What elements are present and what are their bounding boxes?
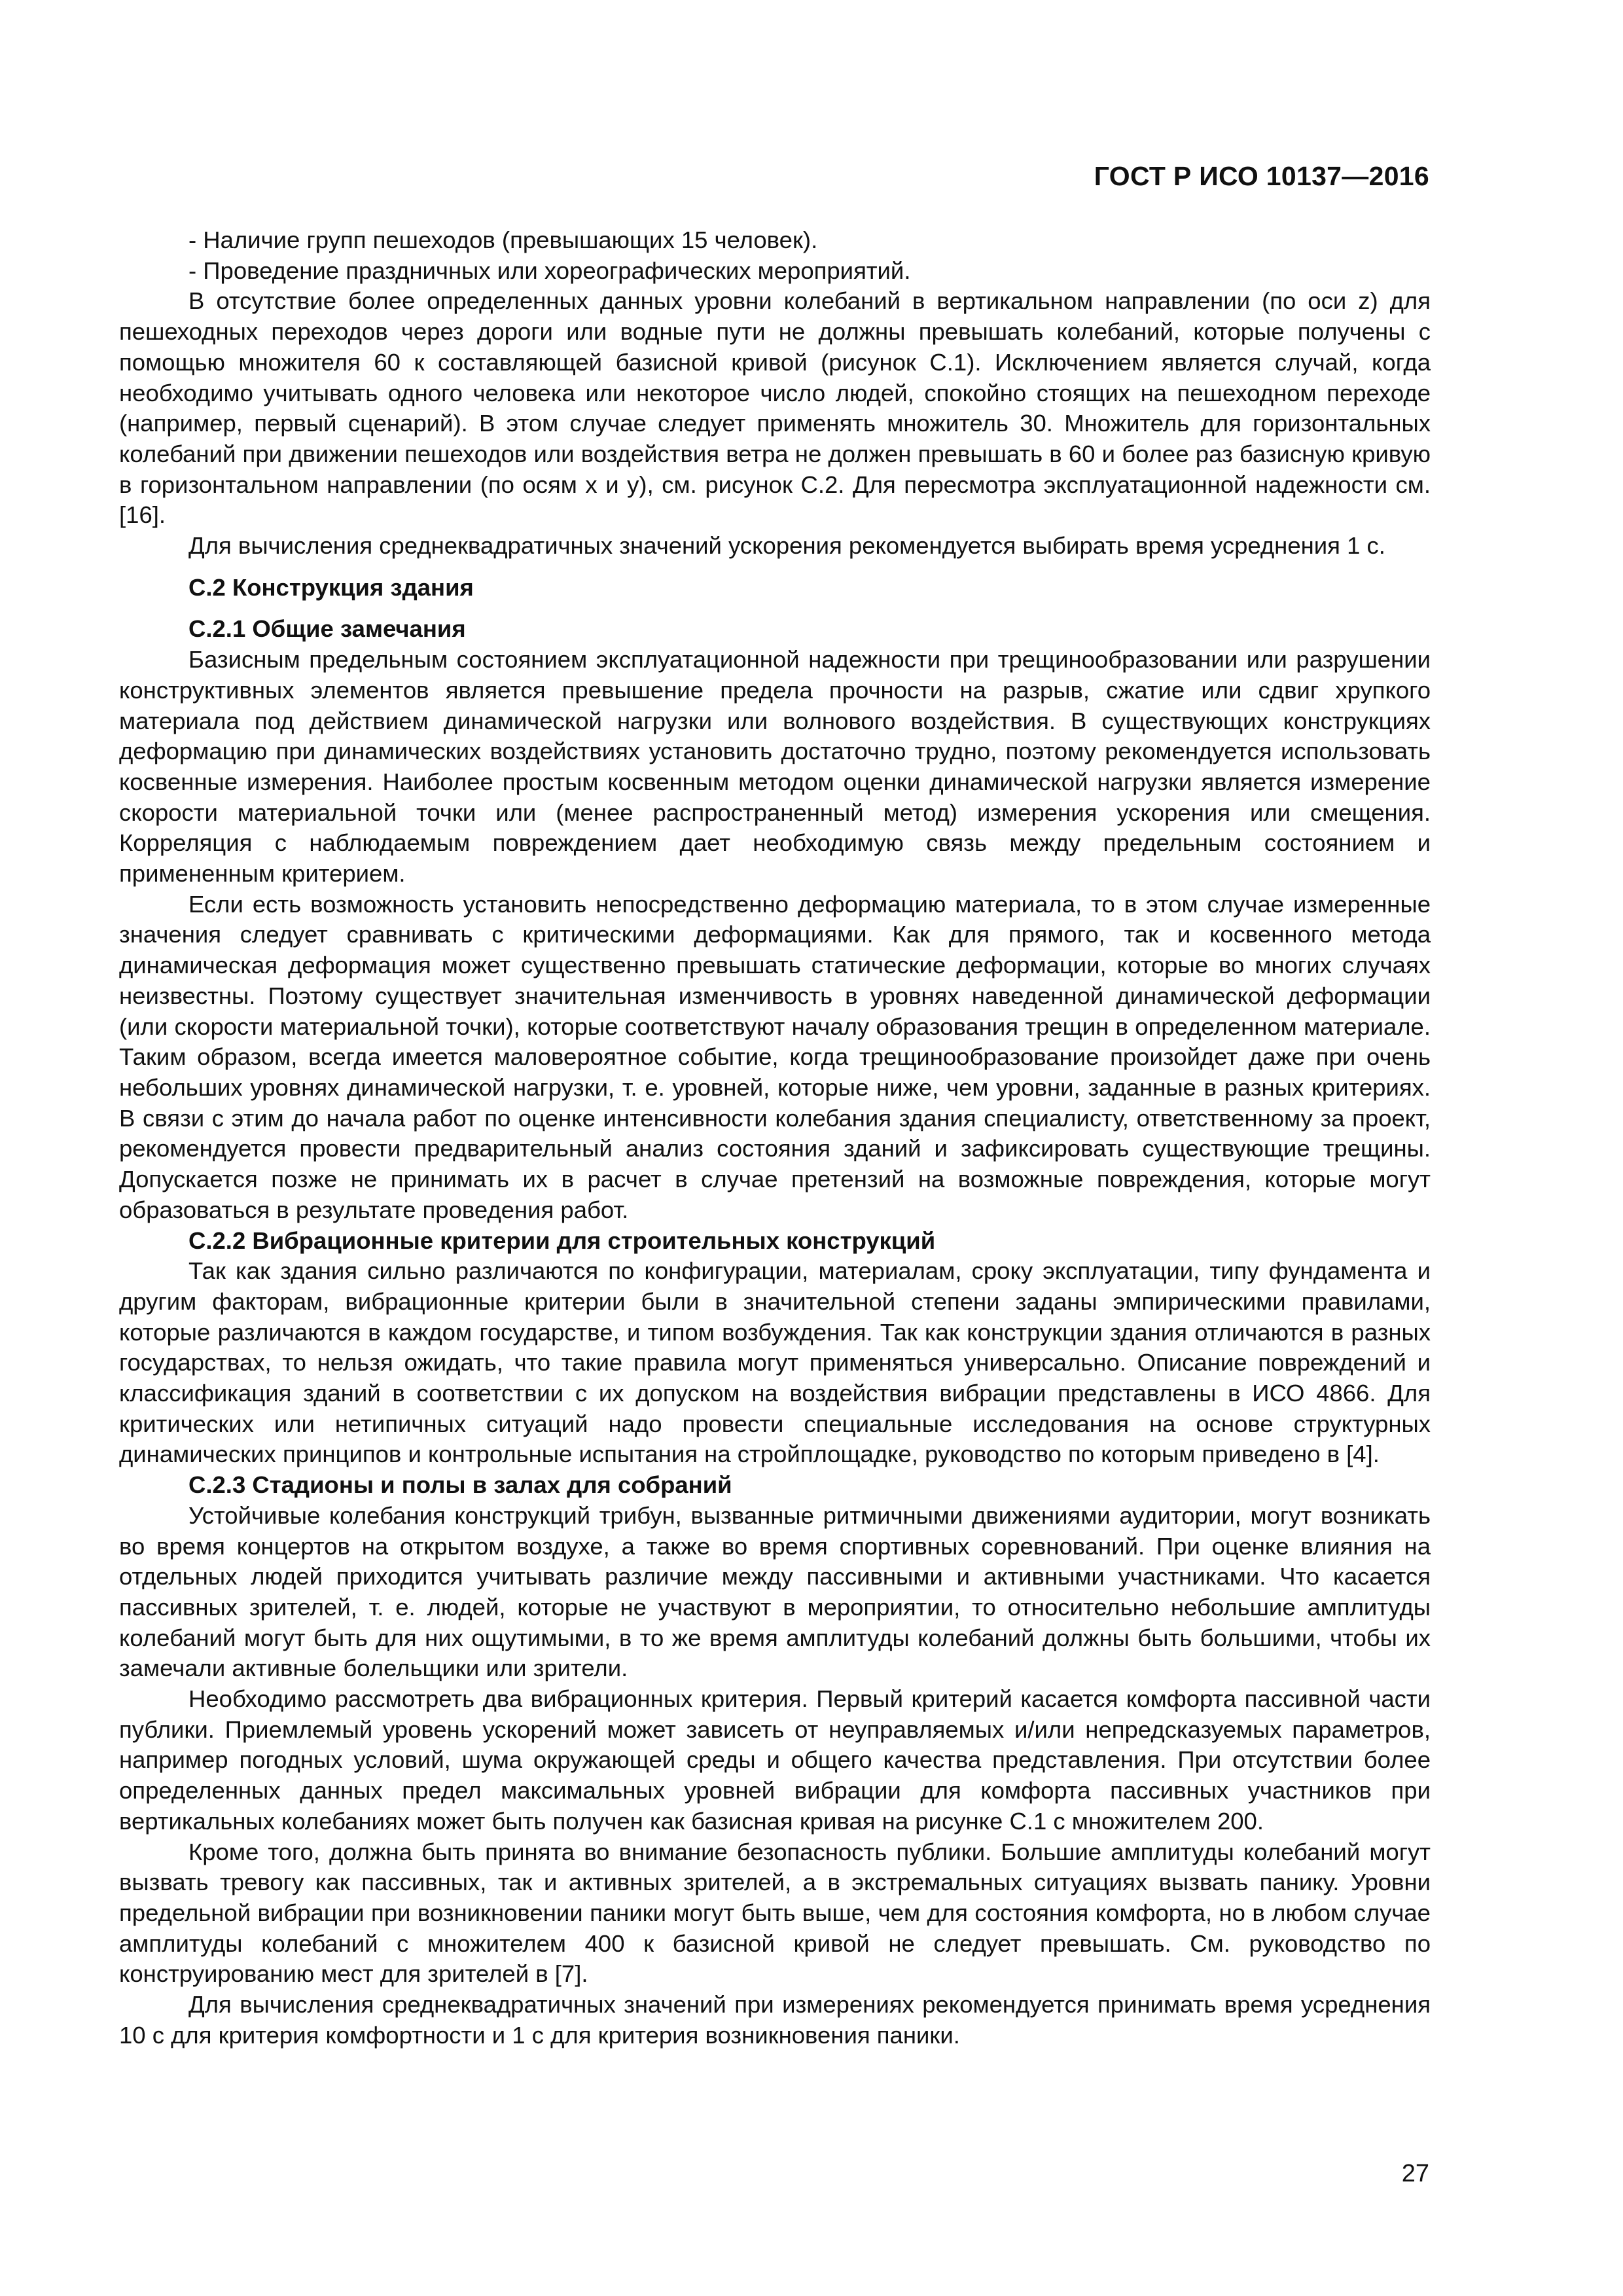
paragraph: В отсутствие более определенных данных уровни колебаний в вертикальном направлении (по оси z) для пешеходных переходов через дороги или водные пути не должны превышать колебаний, которые получены с помощью множителя 60 к составляющей базисной кривой (рисунок С.1). Исключением является случай, когда необходимо учитывать одного человека или некоторое число людей, спокойно стоящих на пешеходном переходе (например, первый сценарий). В этом случае следует применять множитель 30. Множитель для горизонтальных колебаний при движении пешеходов или воздействия ветра не должен превышать в 60 и более раз базисную кривую в горизонтальном направлении (по осям x и y), см. рисунок С.2. Для пересмотра эксплуатационной надежности см. [16]. — [119, 287, 1431, 529]
paragraph: Кроме того, должна быть принята во внимание безопасность публики. Большие амплитуды колебаний могут вызвать тревогу как пассивных, так и активных зрителей, а в экстремальных ситуациях вызвать панику. Уровни предельной вибрации при возникновении паники могут быть выше, чем для состояния комфорта, но в любом случае амплитуды колебаний с множителем 400 к базисной кривой не следует превышать. См. руководство по конструированию мест для зрителей в [7]. — [119, 1838, 1431, 1988]
paragraph: Базисным предельным состоянием эксплуатационной надежности при трещинообразовании или разрушении конструктивных элементов является превышение предела прочности на разрыв, сжатие или сдвиг хрупкого материала под действием динамической нагрузки или волнового воздействия. В существующих конструкциях деформацию при динамических воздействиях установить достаточно трудно, поэтому рекомендуется использовать косвенные измерения. Наиболее простым косвенным методом оценки динамической нагрузки является измерение скорости материальной точки или (менее распространенный метод) измерения ускорения или смещения. Корреляция с наблюдаемым повреждением дает необходимую связь между предельным состоянием и примененным критерием. — [119, 646, 1431, 888]
section-heading: С.2 Конструкция здания — [188, 573, 474, 601]
page-number: 27 — [1401, 2160, 1429, 2187]
subsection-heading: С.2.2 Вибрационные критерии для строительных конструкций — [188, 1227, 936, 1254]
paragraph: Для вычисления среднеквадратичных значений ускорения рекомендуется выбирать время усреднения 1 с. — [188, 532, 1385, 560]
standard-designation: ГОСТ Р ИСО 10137—2016 — [1094, 161, 1429, 191]
list-item: - Наличие групп пешеходов (превышающих 15 человек). — [188, 226, 818, 253]
paragraph: Для вычисления среднеквадратичных значений при измерениях рекомендуется принимать время усреднения 10 с для критерия комфортности и 1 с для критерия возникновения паники. — [119, 1991, 1431, 2049]
paragraph: Если есть возможность установить непосредственно деформацию материала, то в этом случае измеренные значения следует сравнивать с критическими деформациями. Как для прямого, так и косвенного метода динамическая деформация может существенно превышать статические деформации, которые во многих случаях неизвестны. Поэтому существует значительная изменчивость в уровнях наведенной динамической деформации (или скорости материальной точки), которые соответствуют началу образования трещин в определенном материале. Таким образом, всегда имеется маловероятное событие, когда трещинообразование произойдет даже при очень небольших уровнях динамической нагрузки, т. е. уровней, которые ниже, чем уровни, заданные в разных критериях. В связи с этим до начала работ по оценке интенсивности колебания здания специалисту, ответственному за проект, рекомендуется провести предварительный анализ состояния зданий и зафиксировать существующие трещины. Допускается позже не принимать их в расчет в случае претензий на возможные повреждения, которые могут образоваться в результате проведения работ. — [119, 890, 1431, 1223]
paragraph: Необходимо рассмотреть два вибрационных критерия. Первый критерий касается комфорта пассивной части публики. Приемлемый уровень ускорений может зависеть от неуправляемых и/или непредсказуемых параметров, например погодных условий, шума окружающей среды и общего качества представления. При отсутствии более определенных данных предел максимальных уровней вибрации для комфорта пассивных участников при вертикальных колебаниях может быть получен как базисная кривая на рисунке С.1 с множителем 200. — [119, 1685, 1431, 1835]
subsection-heading: С.2.1 Общие замечания — [188, 615, 466, 643]
page-content — [119, 225, 1431, 2051]
subsection-heading: С.2.3 Стадионы и полы в залах для собраний — [188, 1471, 732, 1499]
list-item: - Проведение праздничных или хореографических мероприятий. — [188, 257, 911, 284]
paragraph: Устойчивые колебания конструкций трибун, вызванные ритмичными движениями аудитории, могут возникать во время концертов на открытом воздухе, а также во время спортивных соревнований. При оценке влияния на отдельных людей приходится учитывать различие между пассивными и активными участниками. Что касается пассивных зрителей, т. е. людей, которые не участвуют в мероприятии, то относительно небольшие амплитуды колебаний могут быть для них ощутимыми, в то же время амплитуды колебаний должны быть большими, чтобы их замечали активные болельщики или зрители. — [119, 1501, 1431, 1682]
paragraph: Так как здания сильно различаются по конфигурации, материалам, сроку эксплуатации, типу фундамента и другим факторам, вибрационные критерии были в значительной степени заданы эмпирическими правилами, которые различаются в каждом государстве, и типом возбуждения. Так как конструкции здания отличаются в разных государствах, то нельзя ожидать, что такие правила могут применяться универсально. Описание повреждений и классификация зданий в соответствии с их допуском на воздействия вибрации представлены в ИСО 4866. Для критических или нетипичных ситуаций надо провести специальные исследования на основе структурных динамических принципов и контрольные испытания на стройплощадке, руководство по которым приведено в [4]. — [119, 1257, 1431, 1468]
